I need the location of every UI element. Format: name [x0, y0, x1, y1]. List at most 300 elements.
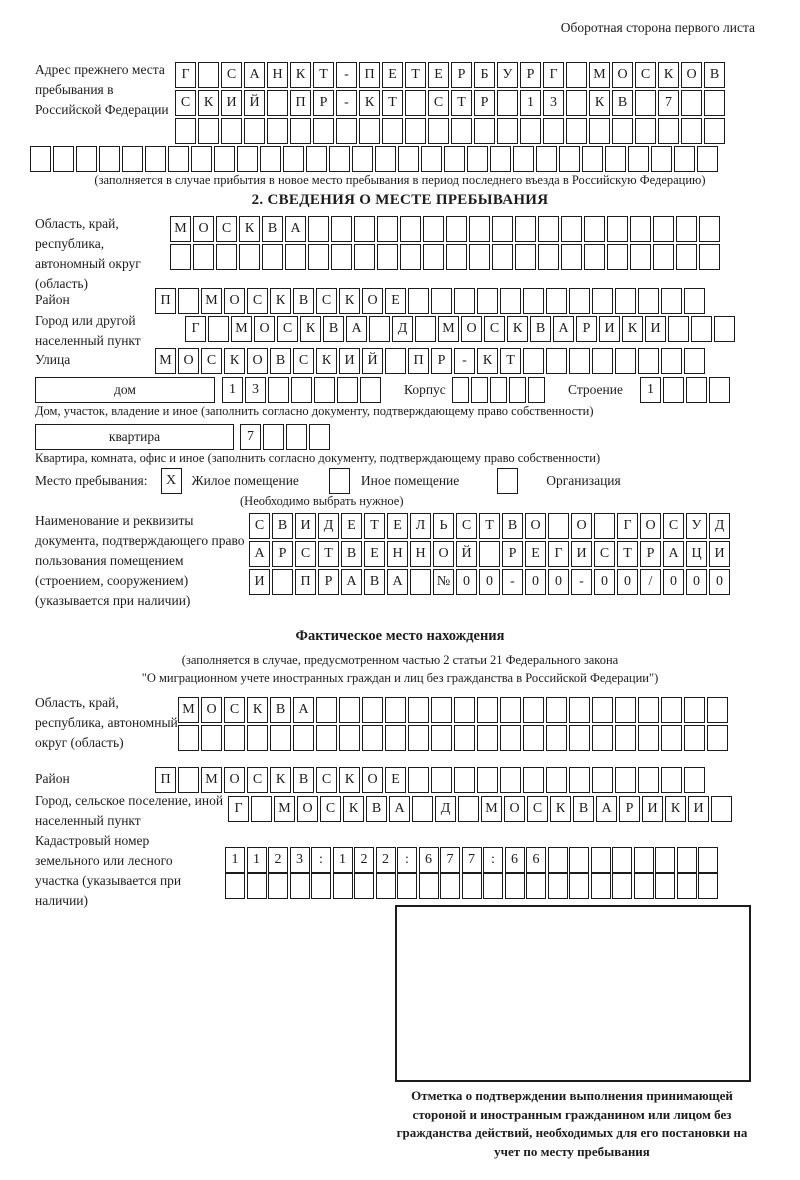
- char-box: [714, 316, 735, 342]
- char-box: [285, 244, 306, 270]
- char-box: Р: [318, 569, 339, 595]
- char-box: [316, 697, 337, 723]
- char-box: [497, 118, 518, 144]
- char-box: [691, 316, 712, 342]
- char-box: -: [502, 569, 523, 595]
- char-box: 7: [440, 847, 460, 873]
- char-box: [477, 697, 498, 723]
- char-box: [145, 146, 166, 172]
- char-box: И: [339, 348, 360, 374]
- char-box: [191, 146, 212, 172]
- char-box: 7: [462, 847, 482, 873]
- char-box: Е: [428, 62, 449, 88]
- char-box: Е: [364, 541, 385, 567]
- char-box: [686, 377, 707, 403]
- char-box: [536, 146, 557, 172]
- char-box: [569, 847, 589, 873]
- char-box: [523, 288, 544, 314]
- doc-label: Наименование и реквизиты документа, подтверждающего право пользования помещением (строением, сооружением) (указывается при наличии): [35, 513, 245, 608]
- city-label: Город или другой населенный пункт: [35, 313, 141, 348]
- char-box: [663, 377, 684, 403]
- char-box: [311, 873, 331, 899]
- char-box: [677, 873, 697, 899]
- char-box: [543, 118, 564, 144]
- char-box: Й: [456, 541, 477, 567]
- char-box: О: [362, 767, 383, 793]
- char-box: [462, 873, 482, 899]
- char-box: [684, 348, 705, 374]
- char-box: [263, 424, 284, 450]
- char-box: №: [433, 569, 454, 595]
- char-box: С: [320, 796, 341, 822]
- actual-location-caption-1: (заполняется в случае, предусмотренном частью 2 статьи 21 Федерального закона: [181, 653, 619, 667]
- char-box: В: [323, 316, 344, 342]
- char-box: [53, 146, 74, 172]
- char-box: М: [178, 697, 199, 723]
- char-box: [497, 468, 518, 494]
- char-box: [559, 146, 580, 172]
- char-box: [99, 146, 120, 172]
- char-box: [419, 873, 439, 899]
- char-box: Р: [474, 90, 495, 116]
- char-box: К: [589, 90, 610, 116]
- char-box: -: [336, 90, 357, 116]
- char-box: [225, 873, 245, 899]
- char-box: Е: [382, 62, 403, 88]
- char-box: О: [681, 62, 702, 88]
- char-box: [630, 244, 651, 270]
- char-box: И: [295, 513, 316, 539]
- char-box: [308, 216, 329, 242]
- char-box: Р: [619, 796, 640, 822]
- char-box: [638, 697, 659, 723]
- char-box: И: [221, 90, 242, 116]
- char-box: К: [550, 796, 571, 822]
- stamp-area: [395, 905, 751, 1082]
- char-box: [354, 216, 375, 242]
- char-box: [400, 244, 421, 270]
- char-box: [354, 873, 374, 899]
- char-box: 7: [240, 424, 261, 450]
- char-box: П: [155, 288, 176, 314]
- char-box: [377, 216, 398, 242]
- char-box: И: [688, 796, 709, 822]
- char-box: С: [663, 513, 684, 539]
- street-row: [155, 348, 707, 374]
- prev-address-caption: (заполняется в случае прибытия в новое место пребывания в период последнего въезда в Российскую Федерацию): [94, 173, 706, 187]
- char-box: Т: [405, 62, 426, 88]
- char-box: [561, 244, 582, 270]
- korpus-label: Корпус: [404, 382, 446, 397]
- char-box: Д: [318, 513, 339, 539]
- char-box: [398, 146, 419, 172]
- char-box: 3: [245, 377, 266, 403]
- char-box: [268, 377, 289, 403]
- char-box: 0: [594, 569, 615, 595]
- char-box: [415, 316, 436, 342]
- char-box: [594, 513, 615, 539]
- char-box: М: [589, 62, 610, 88]
- char-box: 0: [709, 569, 730, 595]
- char-box: Г: [548, 541, 569, 567]
- char-box: [707, 725, 728, 751]
- char-box: [198, 62, 219, 88]
- char-box: [500, 697, 521, 723]
- char-box: 1: [640, 377, 661, 403]
- char-box: [582, 146, 603, 172]
- char-box: 6: [526, 847, 546, 873]
- char-box: М: [201, 767, 222, 793]
- char-box: А: [596, 796, 617, 822]
- char-box: И: [645, 316, 666, 342]
- char-box: Т: [313, 62, 334, 88]
- char-box: [584, 216, 605, 242]
- char-box: [538, 216, 559, 242]
- char-box: [458, 796, 479, 822]
- char-box: [446, 216, 467, 242]
- char-box: [352, 146, 373, 172]
- char-box: [634, 847, 654, 873]
- char-box: [237, 146, 258, 172]
- char-box: [653, 216, 674, 242]
- char-box: С: [428, 90, 449, 116]
- char-box: К: [658, 62, 679, 88]
- actual-city-label: Город, сельское поселение, иной населенный пункт: [35, 793, 224, 828]
- char-box: А: [553, 316, 574, 342]
- char-box: [208, 316, 229, 342]
- char-box: Д: [392, 316, 413, 342]
- actual-location-title: Фактическое место нахождения: [295, 628, 505, 644]
- char-box: В: [293, 767, 314, 793]
- char-box: [431, 767, 452, 793]
- doc-row-3: [249, 569, 732, 595]
- char-box: С: [249, 513, 270, 539]
- char-box: К: [270, 288, 291, 314]
- char-box: [382, 118, 403, 144]
- char-box: [612, 118, 633, 144]
- char-box: Ь: [433, 513, 454, 539]
- char-box: В: [293, 288, 314, 314]
- district-row: [155, 288, 707, 314]
- char-box: О: [640, 513, 661, 539]
- char-box: И: [571, 541, 592, 567]
- char-box: [592, 697, 613, 723]
- char-box: [615, 288, 636, 314]
- char-box: [697, 146, 718, 172]
- cadastre-label: Кадастровый номер земельного или лесного участка (указывается при наличии): [35, 833, 182, 908]
- char-box: [566, 90, 587, 116]
- char-box: М: [274, 796, 295, 822]
- char-box: [548, 847, 568, 873]
- char-box: О: [525, 513, 546, 539]
- char-box: С: [594, 541, 615, 567]
- char-box: Р: [313, 90, 334, 116]
- char-box: [684, 725, 705, 751]
- char-box: Т: [479, 513, 500, 539]
- stay-type-option-residential: Жилое помещение: [191, 473, 299, 488]
- char-box: Р: [520, 62, 541, 88]
- region-label: Область, край, республика, автономный округ (область): [35, 216, 141, 291]
- char-box: [528, 377, 545, 403]
- char-box: О: [201, 697, 222, 723]
- char-box: [314, 377, 335, 403]
- char-box: Г: [543, 62, 564, 88]
- house-number-row: [222, 377, 383, 403]
- char-box: [523, 348, 544, 374]
- char-box: [477, 288, 498, 314]
- region-row-1: [170, 216, 722, 242]
- char-box: У: [497, 62, 518, 88]
- char-box: [308, 244, 329, 270]
- prev-address-row-3: [175, 118, 727, 144]
- apartment-caption: Квартира, комната, офис и иное (заполнить согласно документу, подтверждающему право собственности): [35, 451, 601, 465]
- char-box: А: [346, 316, 367, 342]
- char-box: [451, 118, 472, 144]
- char-box: [605, 146, 626, 172]
- char-box: -: [571, 569, 592, 595]
- char-box: [408, 725, 429, 751]
- char-box: [385, 348, 406, 374]
- char-box: [635, 90, 656, 116]
- char-box: [698, 873, 718, 899]
- char-box: [584, 244, 605, 270]
- char-box: М: [438, 316, 459, 342]
- char-box: [454, 767, 475, 793]
- char-box: [523, 725, 544, 751]
- char-box: [333, 873, 353, 899]
- stroenie-label: Строение: [568, 382, 623, 397]
- char-box: [362, 725, 383, 751]
- char-box: [412, 796, 433, 822]
- char-box: [268, 873, 288, 899]
- char-box: О: [254, 316, 275, 342]
- char-box: 0: [479, 569, 500, 595]
- char-box: [405, 90, 426, 116]
- char-box: /: [640, 569, 661, 595]
- char-box: [377, 244, 398, 270]
- char-box: П: [408, 348, 429, 374]
- char-box: О: [504, 796, 525, 822]
- char-box: [492, 216, 513, 242]
- char-box: [408, 697, 429, 723]
- char-box: М: [201, 288, 222, 314]
- char-box: [385, 697, 406, 723]
- char-box: 1: [222, 377, 243, 403]
- char-box: [260, 146, 281, 172]
- char-box: [615, 725, 636, 751]
- char-box: В: [530, 316, 551, 342]
- char-box: [548, 513, 569, 539]
- actual-region-row-2: [178, 725, 730, 751]
- char-box: М: [231, 316, 252, 342]
- char-box: [247, 725, 268, 751]
- char-box: [331, 216, 352, 242]
- char-box: М: [481, 796, 502, 822]
- char-box: К: [290, 62, 311, 88]
- char-box: [520, 118, 541, 144]
- char-box: [408, 288, 429, 314]
- char-box: С: [316, 288, 337, 314]
- char-box: Т: [500, 348, 521, 374]
- char-box: С: [247, 288, 268, 314]
- char-box: 0: [525, 569, 546, 595]
- char-box: [684, 288, 705, 314]
- char-box: [178, 725, 199, 751]
- district-label: Район: [35, 292, 70, 307]
- char-box: С: [527, 796, 548, 822]
- char-box: [244, 118, 265, 144]
- char-box: [339, 697, 360, 723]
- apartment-number-row: [240, 424, 332, 450]
- char-box: А: [285, 216, 306, 242]
- stay-type-option-other: Иное помещение: [360, 473, 460, 488]
- char-box: [707, 697, 728, 723]
- char-box: Е: [525, 541, 546, 567]
- char-box: [546, 725, 567, 751]
- char-box: [699, 244, 720, 270]
- char-box: [653, 244, 674, 270]
- char-box: С: [224, 697, 245, 723]
- char-box: [309, 424, 330, 450]
- char-box: [699, 216, 720, 242]
- char-box: К: [477, 348, 498, 374]
- char-box: 0: [456, 569, 477, 595]
- char-box: [272, 569, 293, 595]
- char-box: [337, 377, 358, 403]
- char-box: Г: [175, 62, 196, 88]
- char-box: С: [295, 541, 316, 567]
- char-box: Т: [382, 90, 403, 116]
- char-box: О: [193, 216, 214, 242]
- stay-type-checkbox-other: [329, 468, 352, 494]
- char-box: -: [336, 62, 357, 88]
- apartment-type-box: квартира: [35, 424, 234, 450]
- char-box: [638, 725, 659, 751]
- char-box: [306, 146, 327, 172]
- char-box: [454, 697, 475, 723]
- char-box: [421, 146, 442, 172]
- char-box: [546, 697, 567, 723]
- cadastre-row-2: [225, 873, 720, 899]
- char-box: [214, 146, 235, 172]
- char-box: [546, 348, 567, 374]
- char-box: [423, 216, 444, 242]
- char-box: [359, 118, 380, 144]
- cadastre-row-1: [225, 847, 720, 873]
- char-box: [440, 873, 460, 899]
- house-caption: Дом, участок, владение и иное (заполнить согласно документу, подтверждающему право собственности): [35, 404, 594, 418]
- char-box: И: [642, 796, 663, 822]
- char-box: О: [247, 348, 268, 374]
- char-box: [216, 244, 237, 270]
- char-box: Р: [576, 316, 597, 342]
- char-box: X: [161, 468, 182, 494]
- char-box: [591, 847, 611, 873]
- char-box: В: [612, 90, 633, 116]
- char-box: [477, 767, 498, 793]
- char-box: [122, 146, 143, 172]
- char-box: [548, 873, 568, 899]
- char-box: [423, 244, 444, 270]
- char-box: Е: [341, 513, 362, 539]
- char-box: Й: [362, 348, 383, 374]
- char-box: О: [178, 348, 199, 374]
- char-box: [509, 377, 526, 403]
- char-box: [193, 244, 214, 270]
- char-box: С: [221, 62, 242, 88]
- char-box: [681, 90, 702, 116]
- char-box: Р: [451, 62, 472, 88]
- char-box: [247, 873, 267, 899]
- char-box: Б: [474, 62, 495, 88]
- char-box: Д: [709, 513, 730, 539]
- char-box: К: [622, 316, 643, 342]
- actual-city-row: [228, 796, 734, 822]
- char-box: И: [599, 316, 620, 342]
- stay-type-checkbox-organization: [497, 468, 520, 494]
- char-box: [569, 873, 589, 899]
- char-box: К: [343, 796, 364, 822]
- stroenie-row: [640, 377, 732, 403]
- char-box: [477, 725, 498, 751]
- char-box: [655, 873, 675, 899]
- char-box: [566, 62, 587, 88]
- char-box: Е: [385, 288, 406, 314]
- char-box: В: [272, 513, 293, 539]
- char-box: Д: [435, 796, 456, 822]
- char-box: [410, 569, 431, 595]
- char-box: [431, 288, 452, 314]
- korpus-row: [452, 377, 547, 403]
- char-box: [677, 847, 697, 873]
- char-box: Т: [318, 541, 339, 567]
- char-box: 2: [376, 847, 396, 873]
- char-box: Т: [617, 541, 638, 567]
- char-box: У: [686, 513, 707, 539]
- char-box: [474, 118, 495, 144]
- char-box: [569, 767, 590, 793]
- char-box: [376, 873, 396, 899]
- char-box: [168, 146, 189, 172]
- char-box: С: [293, 348, 314, 374]
- char-box: [431, 697, 452, 723]
- char-box: С: [216, 216, 237, 242]
- char-box: [709, 377, 730, 403]
- char-box: В: [364, 569, 385, 595]
- char-box: [375, 146, 396, 172]
- char-box: В: [270, 348, 291, 374]
- char-box: [681, 118, 702, 144]
- char-box: К: [198, 90, 219, 116]
- char-box: [638, 348, 659, 374]
- stay-type-option-organization: Организация: [546, 473, 621, 488]
- char-box: [339, 725, 360, 751]
- char-box: 3: [543, 90, 564, 116]
- char-box: А: [389, 796, 410, 822]
- char-box: Л: [410, 513, 431, 539]
- char-box: С: [277, 316, 298, 342]
- char-box: [592, 767, 613, 793]
- char-box: В: [270, 697, 291, 723]
- char-box: К: [270, 767, 291, 793]
- char-box: [698, 847, 718, 873]
- char-box: :: [397, 847, 417, 873]
- char-box: О: [571, 513, 592, 539]
- char-box: С: [201, 348, 222, 374]
- char-box: С: [456, 513, 477, 539]
- char-box: [251, 796, 272, 822]
- char-box: [591, 873, 611, 899]
